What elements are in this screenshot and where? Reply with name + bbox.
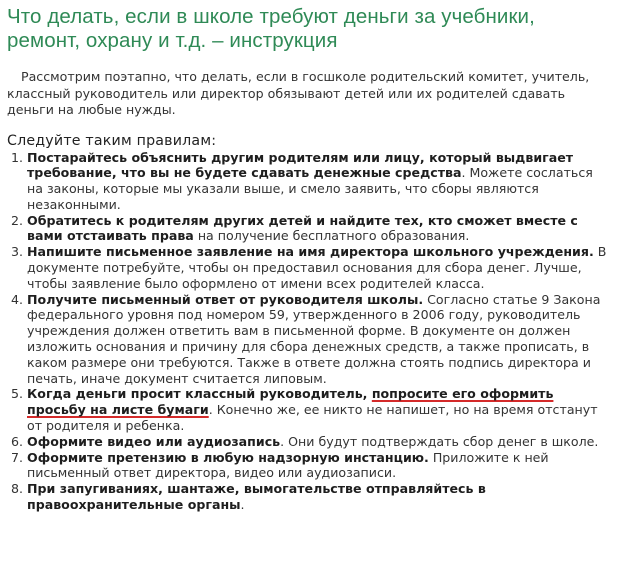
highlighted-phrase: попросите его оформить просьбу на листе бумаги: [27, 386, 554, 418]
rule-bold: Постарайтесь объяснить другим родителям или лицу, который выдвигает требование, что вы не будете сдавать денежные средства: [27, 149, 574, 181]
rule-item-4: [27, 292, 611, 387]
rule-bold: Напишите письменное заявление на имя директора школьного учреждения.: [27, 244, 594, 260]
rule-item-3: [27, 244, 611, 291]
rule-bold: При запугиваниях, шантаже, вымогательстве отправляйтесь в правоохранительные органы: [27, 481, 486, 513]
rule-item-8: [27, 481, 611, 513]
rule-text: . Они будут подтверждать сбор денег в школе.: [280, 433, 599, 449]
rule-text: . Конечно же, ее никто не напишет, но на время отстанут от родителя и ребенка.: [27, 402, 598, 434]
rule-bold: Когда деньги просит классный руководитель,: [27, 386, 372, 402]
rule-text: В документе потребуйте, чтобы он предоставил основания для сбора денег. Лучше, чтобы заявление было оформлено от имени всех родителей класса.: [27, 244, 607, 291]
rule-text: Согласно статье 9 Закона федерального уровня под номером 59, утвержденного в 2006 году, руководитель учреждения должен ответить вам в письменной форме. В документе он должен изложить основания и причину для сбора денежных средств, а также прописать, в каком размере они требуются. Также в ответе должна стоять подпись директора и печать, иначе документ считается липовым.: [27, 291, 601, 386]
rule-text: Приложите к ней письменный ответ директора, видео или аудиозаписи.: [27, 449, 549, 481]
rule-item-5: [27, 386, 611, 433]
rule-bold: Обратитесь к родителям других детей и найдите тех, кто сможет вместе с вами отстаивать права: [27, 212, 578, 244]
rule-text: . Можете сослаться на законы, которые мы указали выше, и смело заявить, что сборы являются незаконными.: [27, 165, 593, 212]
rule-item-7: [27, 450, 611, 482]
rule-bold: Оформите видео или аудиозапись: [27, 433, 281, 449]
rules-heading: Следуйте таким правилам:: [7, 132, 217, 149]
rule-text: на получение бесплатного образования.: [193, 228, 470, 244]
rule-item-6: [27, 434, 611, 450]
rule-item-1: [27, 150, 611, 213]
rule-text: .: [240, 497, 245, 513]
rule-bold: Получите письменный ответ от руководителя школы.: [27, 291, 424, 307]
article-intro: Рассмотрим поэтапно, что делать, если в госшколе родительский комитет, учитель, классный руководитель или директор обязывают детей или их родителей сдавать деньги на любые нужды.: [7, 69, 590, 117]
rule-bold: Оформите претензию в любую надзорную инстанцию.: [27, 449, 429, 465]
rules-list: [7, 150, 611, 513]
article-title: Что делать, если в школе требуют деньги за учебники, ремонт, охрану и т.д. – инструкция: [7, 5, 535, 52]
rule-item-2: [27, 213, 611, 245]
